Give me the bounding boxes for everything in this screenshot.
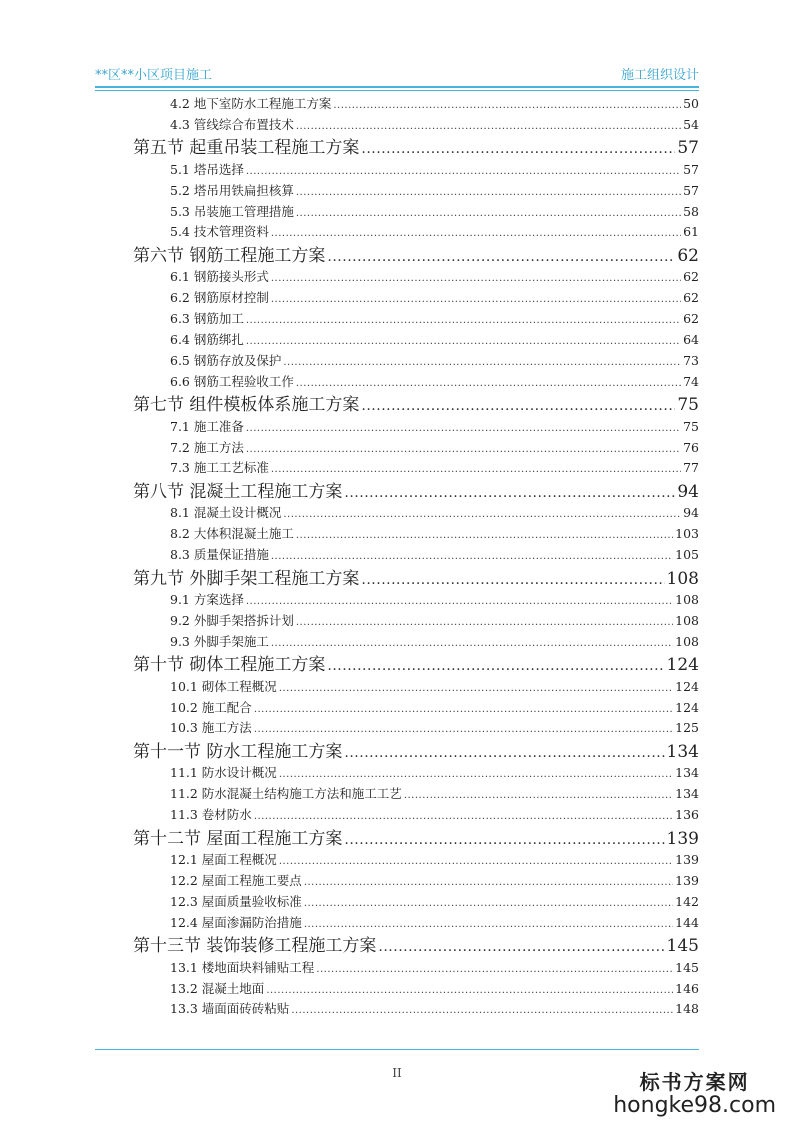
toc-dot-leader [246, 336, 681, 347]
toc-subsection-entry[interactable] [170, 784, 699, 804]
toc-subsection-entry[interactable] [170, 372, 699, 392]
toc-entry-title: 12.3 屋面质量验收标准 [170, 893, 302, 909]
watermark-url: hongke98.com [613, 1093, 776, 1118]
toc-entry-title: 11.1 防水设计概况 [170, 765, 277, 781]
toc-subsection-entry[interactable] [170, 763, 699, 783]
toc-dot-leader [291, 1005, 673, 1016]
toc-entry-page-number: 94 [683, 505, 699, 521]
toc-entry-page-number: 142 [675, 893, 699, 909]
toc-subsection-entry[interactable] [170, 181, 699, 201]
toc-dot-leader [316, 964, 673, 975]
header-project-name: **区**小区项目施工 [95, 68, 213, 83]
toc-entry-page-number: 77 [683, 460, 699, 476]
toc-subsection-entry[interactable] [170, 677, 699, 697]
toc-entry-title: 10.1 砌体工程概况 [170, 678, 277, 694]
header-rule-thin [95, 90, 699, 91]
toc-subsection-entry[interactable] [170, 503, 699, 523]
toc-section-entry[interactable] [133, 737, 699, 761]
toc-subsection-entry[interactable] [170, 958, 699, 978]
toc-dot-leader [279, 683, 673, 694]
toc-entry-title: 第十二节 屋面工程施工方案 [133, 828, 343, 849]
toc-dot-leader [283, 357, 681, 368]
toc-entry-title: 13.2 混凝土地面 [170, 980, 265, 996]
toc-dot-leader [279, 856, 673, 867]
toc-subsection-entry[interactable] [170, 611, 699, 631]
toc-subsection-entry[interactable] [170, 330, 699, 350]
toc-entry-title: 6.6 钢筋工程验收工作 [170, 373, 294, 389]
toc-subsection-entry[interactable] [170, 892, 699, 912]
toc-entry-page-number: 58 [683, 203, 699, 219]
toc-entry-title: 第七节 组件模板体系施工方案 [133, 395, 360, 416]
toc-entry-page-number: 57 [677, 138, 699, 159]
toc-entry-page-number: 108 [675, 592, 699, 608]
toc-dot-leader [327, 658, 664, 674]
toc-dot-leader [271, 638, 673, 649]
toc-dot-leader [333, 100, 681, 111]
toc-entry-page-number: 64 [683, 331, 699, 347]
toc-dot-leader [296, 208, 681, 219]
toc-subsection-entry[interactable] [170, 458, 699, 478]
toc-subsection-entry[interactable] [170, 202, 699, 222]
toc-entry-page-number: 57 [683, 182, 699, 198]
toc-entry-page-number: 50 [683, 96, 699, 111]
toc-subsection-entry[interactable] [170, 999, 699, 1019]
toc-entry-title: 12.4 屋面渗漏防治措施 [170, 914, 302, 930]
toc-entry-page-number: 73 [683, 352, 699, 368]
toc-entry-page-number: 62 [683, 311, 699, 327]
toc-entry-title: 12.1 屋面工程概况 [170, 852, 277, 868]
toc-entry-title: 8.1 混凝土设计概况 [170, 505, 282, 521]
toc-entry-page-number: 76 [683, 439, 699, 455]
toc-entry-page-number: 148 [675, 1001, 699, 1017]
toc-dot-leader [283, 509, 681, 520]
toc-entry-title: 5.2 塔吊用铁扁担核算 [170, 182, 294, 198]
toc-subsection-entry[interactable] [170, 524, 699, 544]
header-document-title: 施工组织设计 [620, 68, 699, 83]
toc-entry-title: 11.2 防水混凝土结构施工方法和施工工艺 [170, 786, 402, 802]
watermark-site-name: 标书方案网 [639, 1070, 750, 1094]
toc-dot-leader [246, 444, 681, 455]
toc-entry-title: 6.2 钢筋原材控制 [170, 290, 269, 306]
toc-dot-leader [361, 398, 675, 414]
toc-entry-page-number: 94 [677, 481, 699, 502]
toc-dot-leader [246, 166, 681, 177]
toc-dot-leader [404, 790, 673, 801]
toc-subsection-entry[interactable] [170, 979, 699, 999]
toc-entry-page-number: 103 [675, 526, 699, 542]
toc-dot-leader [271, 464, 681, 475]
toc-subsection-entry[interactable] [170, 913, 699, 933]
toc-entry-page-number: 124 [675, 699, 699, 715]
toc-entry-title: 13.3 墙面面砖砖粘贴 [170, 1001, 290, 1017]
toc-entry-title: 9.3 外脚手架施工 [170, 633, 269, 649]
toc-dot-leader [327, 249, 675, 265]
toc-dot-leader [254, 724, 673, 735]
toc-entry-page-number: 108 [675, 633, 699, 649]
header-rule [95, 86, 699, 88]
toc-dot-leader [344, 832, 664, 848]
toc-entry-title: 第八节 混凝土工程施工方案 [133, 481, 343, 502]
toc-dot-leader [271, 551, 673, 562]
toc-entry-title: 10.3 施工方法 [170, 720, 252, 736]
toc-section-entry[interactable] [133, 824, 699, 848]
toc-entry-title: 8.2 大体积混凝土施工 [170, 526, 294, 542]
toc-entry-page-number: 105 [675, 547, 699, 563]
toc-entry-title: 6.4 钢筋绑扎 [170, 331, 244, 347]
toc-dot-leader [296, 378, 681, 389]
toc-entry-page-number: 134 [666, 741, 699, 762]
toc-section-entry[interactable] [133, 390, 699, 414]
toc-entry-title: 10.2 施工配合 [170, 699, 252, 715]
toc-subsection-entry[interactable] [170, 718, 699, 738]
toc-entry-title: 第十一节 防水工程施工方案 [133, 741, 343, 762]
toc-dot-leader [271, 228, 681, 239]
toc-dot-leader [304, 877, 673, 888]
toc-entry-title: 第九节 外脚手架工程施工方案 [133, 568, 360, 589]
toc-entry-title: 9.2 外脚手架搭拆计划 [170, 612, 294, 628]
toc-dot-leader [304, 919, 673, 930]
toc-entry-page-number: 57 [683, 161, 699, 177]
toc-entry-page-number: 62 [683, 290, 699, 306]
toc-dot-leader [378, 939, 664, 955]
toc-subsection-entry[interactable] [170, 94, 699, 114]
toc-entry-page-number: 145 [666, 936, 699, 957]
toc-entry-title: 12.2 屋面工程施工要点 [170, 873, 302, 888]
toc-section-entry[interactable] [133, 477, 699, 501]
toc-section-entry[interactable] [133, 650, 699, 674]
toc-section-entry[interactable] [133, 931, 699, 955]
toc-entry-title: 6.5 钢筋存放及保护 [170, 352, 282, 368]
toc-entry-title: 6.1 钢筋接头形式 [170, 269, 269, 285]
toc-dot-leader [361, 572, 664, 588]
toc-entry-page-number: 144 [675, 914, 699, 930]
toc-subsection-entry[interactable] [170, 632, 699, 652]
toc-subsection-entry[interactable] [170, 222, 699, 242]
toc-entry-page-number: 146 [675, 980, 699, 996]
toc-subsection-entry[interactable] [170, 417, 699, 437]
toc-section-entry[interactable] [133, 133, 699, 157]
toc-entry-title: 5.1 塔吊选择 [170, 161, 244, 177]
toc-subsection-entry[interactable] [170, 545, 699, 565]
toc-dot-leader [296, 187, 681, 198]
toc-section-entry[interactable] [133, 564, 699, 588]
toc-subsection-entry[interactable] [170, 805, 699, 825]
toc-subsection-entry[interactable] [170, 288, 699, 308]
toc-entry-page-number: 108 [666, 568, 699, 589]
toc-entry-page-number: 74 [683, 373, 699, 389]
toc-entry-page-number: 75 [683, 418, 699, 434]
toc-entry-page-number: 134 [675, 765, 699, 781]
toc-entry-page-number: 54 [683, 116, 699, 132]
toc-entry-page-number: 61 [683, 224, 699, 240]
toc-entry-page-number: 125 [675, 720, 699, 736]
toc-entry-page-number: 139 [666, 828, 699, 849]
toc-entry-title: 第五节 起重吊装工程施工方案 [133, 138, 360, 159]
toc-entry-title: 5.3 吊装施工管理措施 [170, 203, 294, 219]
toc-subsection-entry[interactable] [170, 871, 699, 891]
toc-dot-leader [296, 530, 673, 541]
page-header [95, 64, 699, 84]
toc-entry-page-number: 108 [675, 612, 699, 628]
toc-entry-title: 5.4 技术管理资料 [170, 224, 269, 240]
watermark-logo [613, 1066, 776, 1118]
toc-entry-title: 7.2 施工方法 [170, 439, 244, 455]
toc-entry-page-number: 136 [675, 807, 699, 823]
toc-dot-leader [271, 294, 681, 305]
toc-entry-title: 第六节 钢筋工程施工方案 [133, 245, 326, 266]
toc-entry-title: 9.1 方案选择 [170, 592, 244, 608]
footer-rule [95, 1049, 699, 1050]
toc-entry-page-number: 134 [675, 786, 699, 802]
toc-entry-page-number: 124 [666, 655, 699, 676]
toc-entry-page-number: 124 [675, 678, 699, 694]
toc-entry-title: 4.2 地下室防水工程施工方案 [170, 96, 332, 111]
toc-dot-leader [304, 898, 673, 909]
toc-entry-page-number: 75 [677, 395, 699, 416]
toc-dot-leader [296, 617, 673, 628]
toc-entry-page-number: 62 [677, 245, 699, 266]
toc-dot-leader [254, 811, 673, 822]
toc-entry-title: 13.1 楼地面块料铺贴工程 [170, 959, 315, 975]
toc-subsection-entry[interactable] [170, 590, 699, 610]
toc-dot-leader [271, 273, 681, 284]
toc-dot-leader [296, 121, 681, 132]
toc-subsection-entry[interactable] [170, 351, 699, 371]
toc-subsection-entry[interactable] [170, 160, 699, 180]
toc-entry-title: 6.3 钢筋加工 [170, 311, 244, 327]
toc-subsection-entry[interactable] [170, 698, 699, 718]
toc-subsection-entry[interactable] [170, 850, 699, 870]
toc-subsection-entry[interactable] [170, 438, 699, 458]
toc-entry-title: 11.3 卷材防水 [170, 807, 252, 823]
toc-dot-leader [246, 596, 673, 607]
toc-entry-page-number: 139 [675, 873, 699, 888]
toc-dot-leader [344, 745, 664, 761]
toc-subsection-entry[interactable] [170, 115, 699, 135]
toc-subsection-entry[interactable] [170, 267, 699, 287]
toc-subsection-entry[interactable] [170, 309, 699, 329]
page-number: II [392, 1066, 402, 1080]
toc-dot-leader [344, 485, 675, 501]
toc-entry-title: 第十三节 装饰装修工程施工方案 [133, 936, 377, 957]
toc-dot-leader [254, 704, 673, 715]
toc-dot-leader [279, 769, 673, 780]
toc-entry-page-number: 62 [683, 269, 699, 285]
toc-entry-title: 7.1 施工准备 [170, 418, 244, 434]
toc-entry-page-number: 145 [675, 959, 699, 975]
toc-dot-leader [361, 141, 675, 157]
toc-dot-leader [246, 423, 681, 434]
toc-dot-leader [266, 985, 673, 996]
toc-entry-title: 8.3 质量保证措施 [170, 547, 269, 563]
toc-entry-title: 第十节 砌体工程施工方案 [133, 655, 326, 676]
toc-dot-leader [246, 315, 681, 326]
toc-entry-page-number: 139 [675, 852, 699, 868]
toc-section-entry[interactable] [133, 241, 699, 265]
toc-entry-title: 4.3 管线综合布置技术 [170, 116, 294, 132]
toc-entry-title: 7.3 施工工艺标准 [170, 460, 269, 476]
